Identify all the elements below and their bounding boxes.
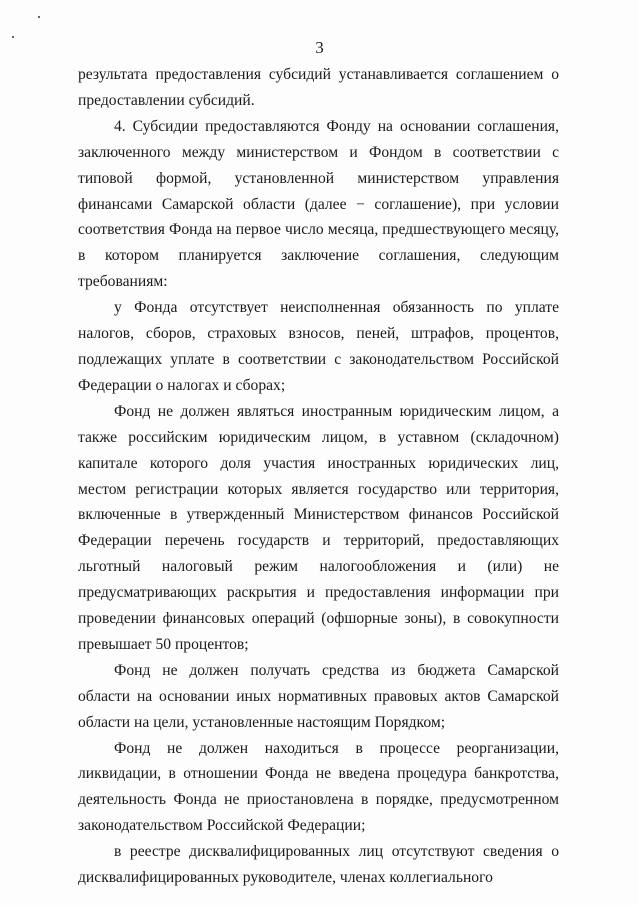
paragraph-4: Фонд не должен являться иностранным юридическим лицом, а также российским юридическим лицом, в уставном (складочном) капитале которого доля участия иностранных юридических лиц, местом регистрации которых является государство или территория, включенные в утвержденный Министерством финансов Российской Федерации перечень государств и территорий, предоставляющих льготный налоговый режим налогообложения и (или) не предусматривающих раскрытия и предоставления информации при проведении финансовых операций (офшорные зоны), в совокупности превышает 50 процентов; — [78, 402, 559, 653]
paragraph-2: 4. Субсидии предоставляются Фонду на основании соглашения, заключенного между министерством и Фондом в соответствии с типовой формой, установленной министерством управления финансами Самарской области (далее − соглашение), при условии соответствия Фонда на первое число месяца, предшествующего месяцу, в котором планируется заключение соглашения, следующим требованиям: — [78, 117, 559, 291]
paragraph-6: Фонд не должен находиться в процессе реорганизации, ликвидации, в отношении Фонда не введена процедура банкротства, деятельность Фонда не приостановлена в порядке, предусмотренном законодательством Российской Федерации; — [78, 739, 559, 835]
paragraph-7: в реестре дисквалифицированных лиц отсутствуют сведения о дисквалифицированных руководителе, членах коллегиального — [78, 843, 559, 887]
paragraph-5: Фонд не должен получать средства из бюджета Самарской области на основании иных нормативных правовых актов Самарской области на цели, установленные настоящим Порядком; — [78, 661, 559, 731]
scan-speck — [38, 16, 40, 18]
paragraph-3: у Фонда отсутствует неисполненная обязанность по уплате налогов, сборов, страховых взносов, пеней, штрафов, процентов, подлежащих уплате в соответствии с законодательством Российской Федерации о налогах и сборах; — [78, 299, 559, 394]
document-body — [78, 62, 559, 891]
paragraph-1: результата предоставления субсидий устанавливается соглашением о предоставлении субсидий. — [78, 66, 559, 109]
page-number: 3 — [315, 38, 324, 57]
